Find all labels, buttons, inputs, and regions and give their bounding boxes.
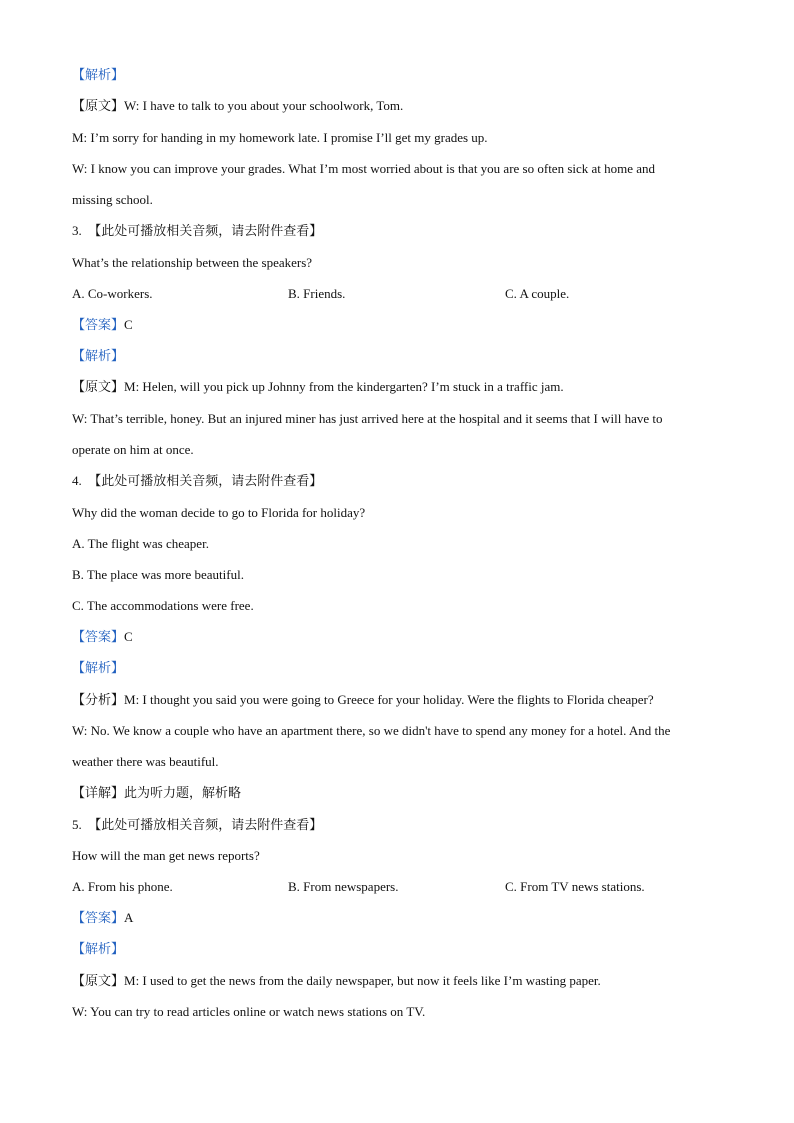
transcript-line: W: That’s terrible, honey. But an injured miner has just arrived here at the hospital and it seems that I will have to (72, 411, 663, 426)
answer-tag: 【答案】 (72, 911, 125, 926)
transcript-line: 【原文】M: Helen, will you pick up Johnny from the kindergarten? I’m stuck in a traffic jam. (72, 379, 564, 395)
analysis-heading: 【解析】 (72, 349, 125, 364)
option-c: C. From TV news stations. (505, 879, 645, 894)
option-b: B. From newspapers. (288, 879, 399, 894)
detail-line: 【详解】此为听力题，解析略 (72, 786, 242, 801)
option-c: C. The accommodations were free. (72, 598, 254, 613)
transcript-line: W: No. We know a couple who have an apartment there, so we didn't have to spend any money for a hotel. And the (72, 723, 671, 738)
question-3-header: 3. 【此处可播放相关音频，请去附件查看】 (72, 223, 323, 239)
transcript-line: missing school. (72, 192, 153, 207)
option-b: B. Friends. (288, 286, 346, 301)
transcript-line: 【分析】M: I thought you said you were going to Greece for your holiday. Were the flights to Florida cheaper? (72, 692, 654, 708)
answer-value: C (124, 629, 133, 644)
transcript-line: operate on him at once. (72, 442, 194, 457)
option-a: A. The flight was cheaper. (72, 536, 209, 551)
audio-placeholder-tag[interactable]: 【此处可播放相关音频，请去附件查看】 (88, 474, 323, 489)
transcript-line: W: I know you can improve your grades. What I’m most worried about is that you are so often sick at home and (72, 161, 656, 176)
analysis-tag: 【分析】 (72, 693, 125, 708)
analysis-heading: 【解析】 (72, 68, 125, 83)
answer-value: C (124, 317, 133, 332)
answer-tag: 【答案】 (72, 630, 125, 645)
audio-placeholder-tag[interactable]: 【此处可播放相关音频，请去附件查看】 (88, 224, 323, 239)
question-5-text: How will the man get news reports? (72, 848, 260, 863)
answer-line (72, 628, 133, 647)
option-a: A. Co-workers. (72, 286, 153, 301)
question-4-header: 4. 【此处可播放相关音频，请去附件查看】 (72, 473, 323, 489)
transcript-line: weather there was beautiful. (72, 754, 219, 769)
audio-placeholder-tag[interactable]: 【此处可播放相关音频，请去附件查看】 (88, 818, 323, 833)
original-text-tag: 【原文】 (72, 99, 125, 114)
answer-line (72, 316, 133, 335)
transcript-line: 【原文】M: I used to get the news from the daily newspaper, but now it feels like I’m wasting paper. (72, 973, 601, 989)
option-b: B. The place was more beautiful. (72, 567, 244, 582)
answer-value: A (124, 910, 134, 925)
original-text-tag: 【原文】 (72, 380, 125, 395)
analysis-heading: 【解析】 (72, 942, 125, 957)
transcript-line: M: I’m sorry for handing in my homework late. I promise I’ll get my grades up. (72, 130, 488, 145)
transcript-line: 【原文】W: I have to talk to you about your schoolwork, Tom. (72, 98, 404, 114)
option-a: A. From his phone. (72, 879, 173, 894)
question-5-header: 5. 【此处可播放相关音频，请去附件查看】 (72, 817, 323, 833)
question-4-text: Why did the woman decide to go to Florida for holiday? (72, 505, 366, 520)
transcript-line: W: You can try to read articles online or watch news stations on TV. (72, 1004, 426, 1019)
analysis-heading: 【解析】 (72, 661, 125, 676)
answer-tag: 【答案】 (72, 318, 125, 333)
original-text-tag: 【原文】 (72, 974, 125, 989)
option-c: C. A couple. (505, 286, 570, 301)
answer-line (72, 909, 133, 928)
question-3-text: What’s the relationship between the speakers? (72, 255, 313, 270)
